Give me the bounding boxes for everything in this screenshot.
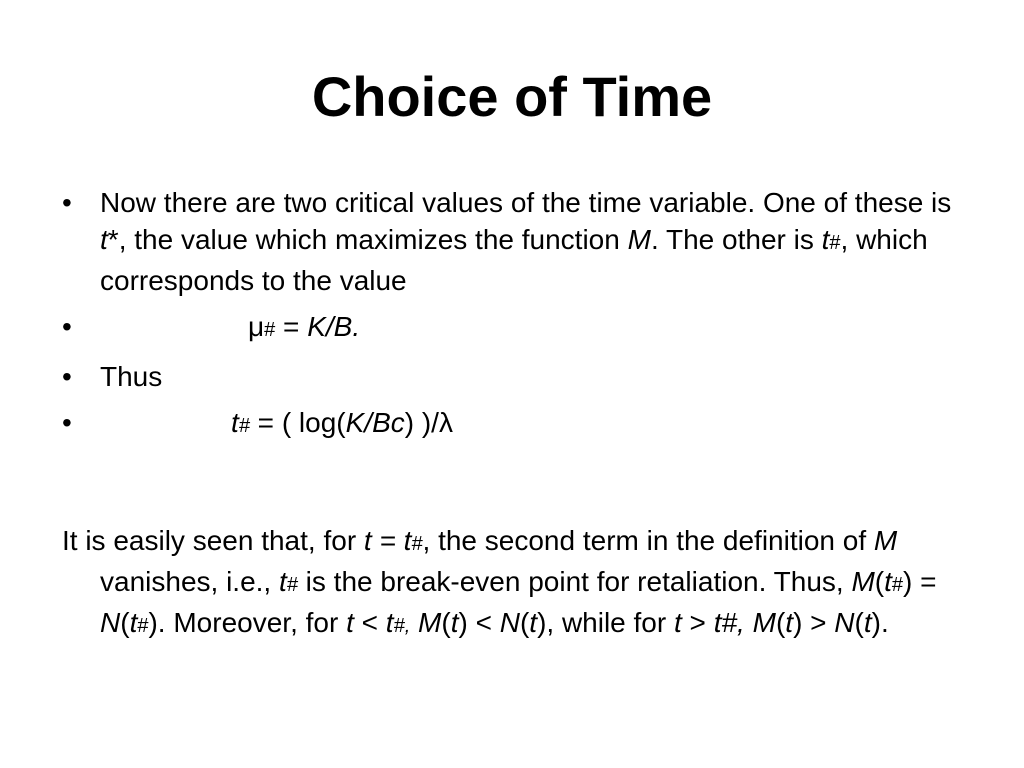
text-run: . The other is bbox=[650, 224, 822, 255]
text-run: t bbox=[129, 607, 138, 638]
text-run: #, bbox=[393, 615, 411, 637]
text-run: # bbox=[829, 232, 841, 254]
text-run: t bbox=[231, 407, 239, 438]
text-run: K/B. bbox=[307, 311, 361, 342]
text-run: ) < bbox=[458, 607, 500, 638]
text-run: t bbox=[884, 566, 892, 597]
text-run: t bbox=[821, 224, 830, 255]
text-run: Thus bbox=[100, 361, 163, 392]
bullet-icon: • bbox=[62, 311, 72, 342]
text-run: Now there are two critical values of the time variable. One of these is bbox=[100, 187, 952, 218]
text-run: * bbox=[107, 224, 119, 255]
text-run: t = t bbox=[363, 525, 412, 556]
text-run: ). bbox=[871, 607, 889, 638]
text-run: is the break-even point for retaliation. Thus, bbox=[297, 566, 852, 597]
text-run: t bbox=[100, 224, 108, 255]
text-run: t bbox=[863, 607, 872, 638]
text-run: ). Moreover, for bbox=[148, 607, 347, 638]
text-run: # bbox=[264, 319, 276, 341]
text-run: N bbox=[499, 607, 520, 638]
text-run: # bbox=[411, 533, 423, 555]
bullet-item-t-equation bbox=[62, 404, 962, 445]
text-run: > bbox=[681, 607, 714, 638]
text-run: t bbox=[785, 607, 794, 638]
text-run: t bbox=[529, 607, 538, 638]
text-run: # bbox=[891, 574, 904, 596]
bullet-icon: • bbox=[62, 187, 72, 218]
bullet-icon: • bbox=[62, 407, 72, 438]
bullet-item-mu-equation bbox=[62, 308, 962, 349]
text-run: # bbox=[137, 615, 149, 637]
text-run: ) = bbox=[903, 566, 937, 597]
bullet-item-critical-values bbox=[62, 184, 962, 299]
text-run: M bbox=[418, 607, 442, 638]
text-run: , the second term in the definition of bbox=[422, 525, 874, 556]
text-run: = ( log( bbox=[249, 407, 346, 438]
text-run: N bbox=[834, 607, 855, 638]
text-run: = bbox=[275, 311, 308, 342]
text-run: # bbox=[238, 415, 250, 437]
bullet-list bbox=[62, 184, 962, 454]
text-run: t bbox=[346, 607, 354, 638]
slide-title: Choice of Time bbox=[311, 65, 713, 128]
text-run: N bbox=[100, 607, 121, 638]
equation-t bbox=[100, 404, 453, 445]
text-run: ( bbox=[874, 566, 885, 597]
text-run: ( bbox=[854, 607, 864, 638]
text-run: # bbox=[286, 574, 298, 596]
bullet-item-thus bbox=[62, 358, 962, 395]
bullet-icon: • bbox=[62, 361, 72, 392]
text-run: λ bbox=[438, 407, 453, 438]
text-run: ) )/ bbox=[404, 407, 439, 438]
text-run: vanishes, i.e., bbox=[100, 566, 279, 597]
text-run: t bbox=[450, 607, 459, 638]
text-run: It is easily seen that, for bbox=[62, 525, 364, 556]
text-run: t bbox=[385, 607, 394, 638]
text-run: ( bbox=[441, 607, 451, 638]
text-run: ( bbox=[120, 607, 130, 638]
text-run: , the value which maximizes the function bbox=[118, 224, 628, 255]
text-run: t bbox=[674, 607, 682, 638]
text-run: , which corresponds to the value bbox=[100, 224, 928, 296]
text-run: #, M bbox=[721, 607, 776, 638]
text-run: μ bbox=[248, 311, 265, 342]
text-run: ), while for bbox=[537, 607, 674, 638]
explanation-paragraph bbox=[62, 522, 980, 645]
text-run: M bbox=[627, 224, 651, 255]
text-run: t bbox=[713, 607, 722, 638]
text-run: < bbox=[353, 607, 386, 638]
text-run: t bbox=[278, 566, 287, 597]
text-run: M bbox=[851, 566, 875, 597]
text-run: ( bbox=[775, 607, 786, 638]
equation-mu bbox=[100, 308, 360, 349]
text-run: ( bbox=[519, 607, 530, 638]
text-run: ) > bbox=[793, 607, 835, 638]
text-run: K/Bc bbox=[345, 407, 405, 438]
text-run: M bbox=[873, 525, 898, 556]
